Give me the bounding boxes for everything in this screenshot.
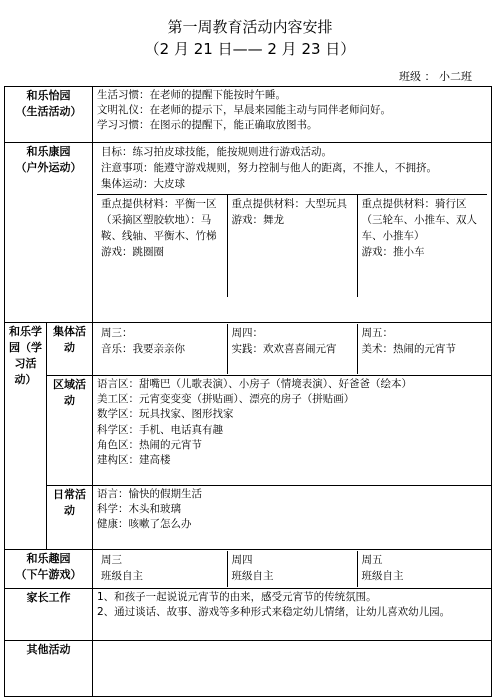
outdoor-header: [5, 143, 93, 323]
life-line: 学习习惯：在图示的提醒下，能正确取放图书。: [97, 119, 318, 132]
day-label: 周三：: [101, 327, 133, 339]
collective-header: 集体活动: [47, 323, 93, 376]
row-daily: [5, 486, 492, 550]
study-header: 和乐学园（学习活动）: [5, 323, 47, 550]
daily-line: 科学：木头和玻璃: [97, 503, 181, 516]
outdoor-notice: 注意事项：能遵守游戏规则，努力控制与他人的距离，不推人，不拥挤。: [101, 161, 437, 174]
collective-day-1: [97, 324, 227, 374]
row-life: [5, 87, 492, 143]
life-header: [5, 87, 93, 143]
date-range: （2 月 21 日—— 2 月 23 日）: [144, 40, 356, 58]
day-activity: 班级自主: [101, 569, 143, 582]
area-game: 游戏：舞龙: [231, 214, 284, 226]
page-title: 第一周教育活动内容安排: [167, 18, 333, 36]
fun-title: 和乐趣园: [26, 552, 71, 565]
day-activity: 班级自主: [361, 569, 404, 582]
outdoor-areas: [97, 194, 487, 297]
row-outdoor: [5, 143, 492, 323]
area-line: 科学区：手机、电话真有趣: [97, 423, 223, 436]
outdoor-group: 集体运动：大皮球: [101, 177, 185, 190]
area-line: 角色区：热闹的元宵节: [97, 438, 202, 451]
day-label: 周四: [231, 554, 253, 566]
fun-days: [97, 551, 487, 587]
area-line: 建构区：建高楼: [97, 454, 171, 467]
day-activity: 班级自主: [231, 569, 274, 582]
fun-day-1: [97, 551, 227, 587]
fun-content: [93, 550, 492, 589]
daily-header: 日常活动: [47, 486, 93, 550]
day-activity: 美术：热闹的元宵节: [361, 342, 456, 355]
area-material: 重点提供材料：大型玩具: [231, 198, 347, 211]
other-content: [93, 640, 492, 696]
life-subtitle: （生活活动）: [15, 104, 82, 118]
collective-days: [97, 324, 487, 374]
class-label: 班级 ： 小二班: [399, 70, 472, 83]
parents-content: [93, 588, 492, 640]
outdoor-content: [93, 143, 492, 323]
other-header: 其他活动: [5, 640, 93, 696]
day-label: 周三: [101, 554, 122, 566]
area-game: 游戏：跳圈圈: [101, 245, 164, 258]
area-line: 美工区：元宵变变变（拼贴画）、漂亮的房子（拼贴画）: [97, 393, 355, 406]
row-other: [5, 640, 492, 696]
area-material: 重点提供材料：平衡一区（采摘区塑胶软地）：马鞍、线轴、平衡木、竹梯: [101, 198, 217, 242]
day-activity: 音乐：我要亲亲你: [101, 342, 185, 355]
life-line: 文明礼仪：在老师的提示下，早晨来园能主动与同伴老师问好。: [97, 104, 391, 117]
fun-day-3: [357, 551, 487, 587]
day-label: 周四：: [231, 327, 263, 339]
daily-content: [93, 486, 492, 550]
schedule-table: [4, 86, 492, 697]
row-collective: [5, 323, 492, 376]
day-label: 周五: [361, 554, 383, 566]
area-header: 区域活动: [47, 376, 93, 486]
row-area: [5, 376, 492, 486]
outdoor-area-1: [97, 195, 227, 298]
outdoor-area-3: [357, 195, 487, 298]
daily-line: 健康：咳嗽了怎么办: [97, 518, 192, 531]
collective-content: [93, 323, 492, 376]
area-content: [93, 376, 492, 486]
collective-day-2: [227, 324, 357, 374]
outdoor-goal: 目标：练习拍皮球技能，能按规则进行游戏活动。: [101, 146, 332, 158]
daily-line: 语言：愉快的假期生活: [97, 488, 202, 500]
parents-header: 家长工作: [5, 588, 93, 640]
area-line: 语言区：甜嘴巴（儿歌表演）、小房子（情境表演）、好爸爸（绘本）: [97, 378, 412, 390]
collective-day-3: [357, 324, 487, 374]
outdoor-area-2: [227, 195, 357, 298]
life-content: [93, 87, 492, 143]
fun-header: [5, 550, 93, 589]
area-game: 游戏：推小车: [361, 245, 425, 258]
parents-line: 1、和孩子一起说说元宵节的由来，感受元宵节的传统氛围。: [97, 590, 377, 603]
life-line: 生活习惯：在老师的提醒下能按时午睡。: [97, 89, 286, 101]
outdoor-title: 和乐康园: [26, 145, 71, 158]
parents-line: 2、通过谈话、故事、游戏等多种形式来稳定幼儿情绪，让幼儿喜欢幼儿园。: [97, 605, 451, 618]
area-line: 数学区：玩具找家、图形找家: [97, 408, 234, 421]
day-activity: 实践：欢欢喜喜闹元宵: [231, 342, 337, 355]
life-title: 和乐怡园: [26, 89, 71, 102]
day-label: 周五：: [361, 327, 393, 339]
row-parents: [5, 588, 492, 640]
area-material: 重点提供材料：骑行区（三轮车、小推车、双人车、小推车）: [361, 198, 477, 242]
fun-subtitle: （下午游戏）: [15, 567, 82, 581]
row-fun: [5, 550, 492, 589]
outdoor-subtitle: （户外运动）: [15, 160, 82, 174]
fun-day-2: [227, 551, 357, 587]
